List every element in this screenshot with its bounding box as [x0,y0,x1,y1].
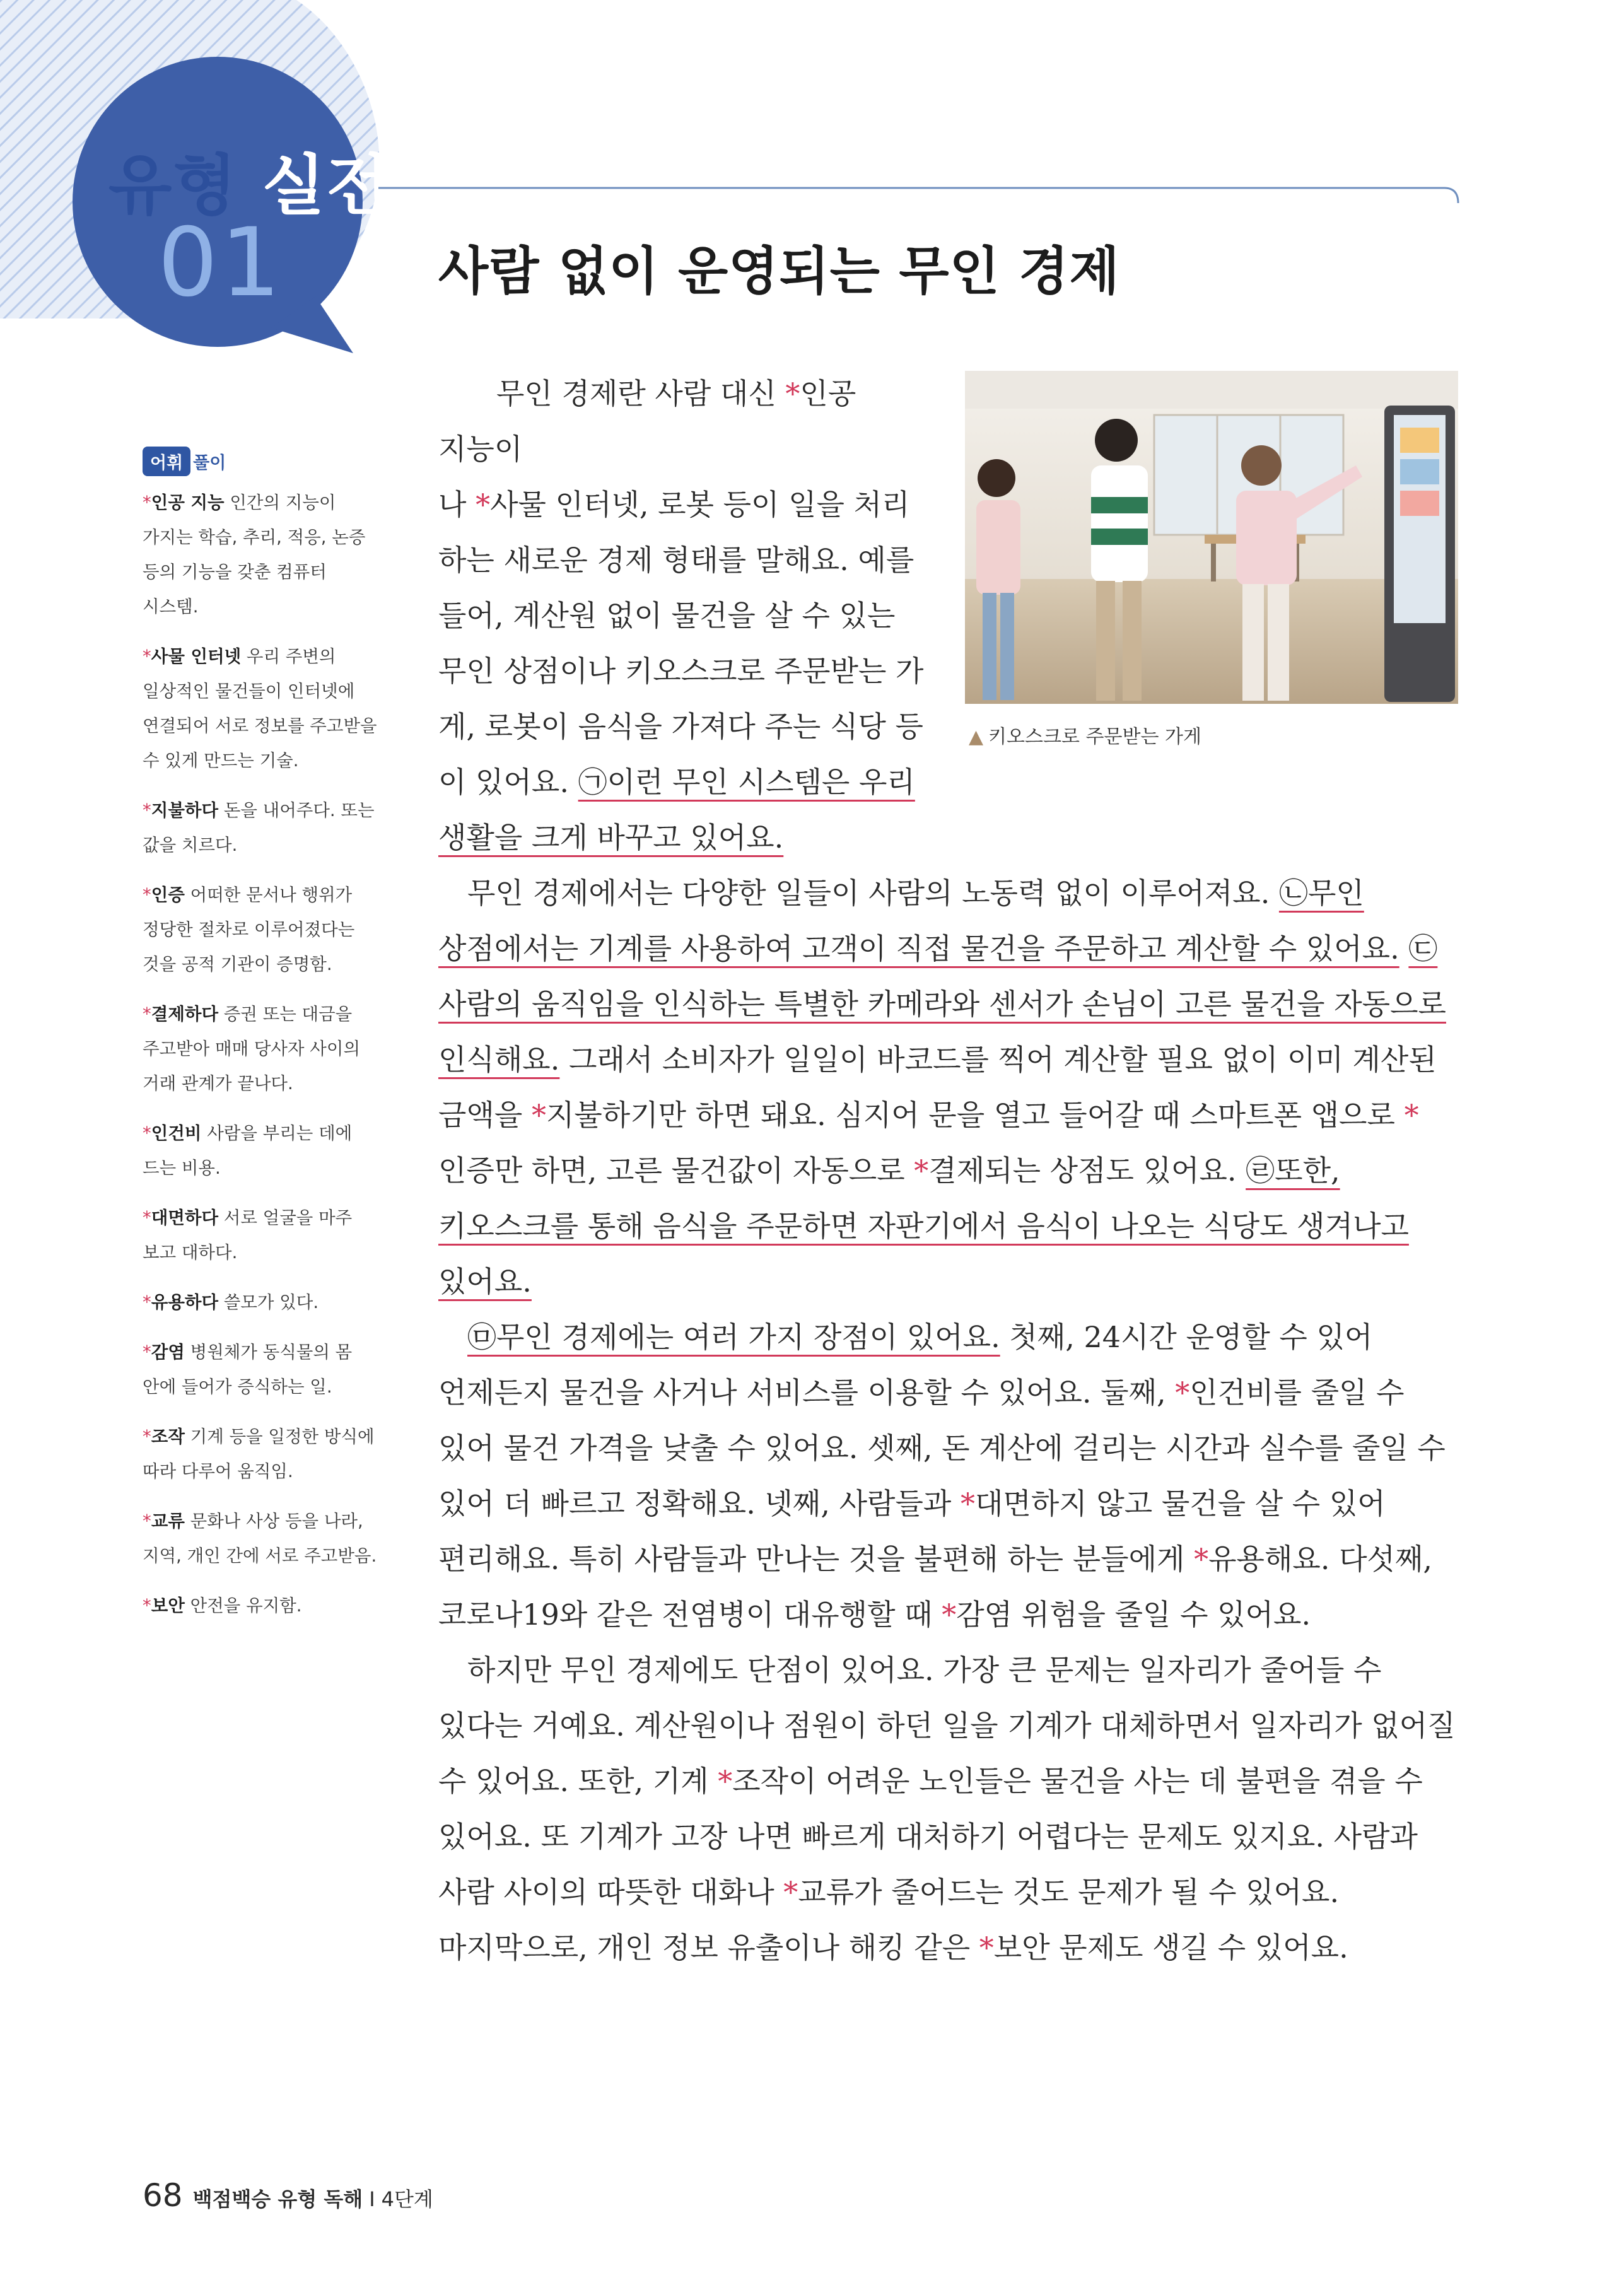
vocab-definition: 인간의 지능이 가지는 학습, 추리, 적응, 논증 등의 기능을 갖춘 컴퓨터 시스템. [143,493,366,617]
asterisk: * [960,1487,975,1521]
asterisk: * [143,1004,151,1024]
vocab-item [143,1201,385,1270]
vocab-item [143,1589,385,1623]
vocab-definition: 문화나 사상 등을 나라, 지역, 개인 간에 서로 주고받음. [143,1511,377,1566]
vocab-item [143,1285,385,1320]
text-run: 보안 문제도 생길 수 있어요. [993,1931,1348,1965]
text-run: 사물 인터넷, 로봇 등이 일을 처리 [490,488,910,522]
paragraph-3 [438,1309,1458,1642]
text-run: 조작이 어려운 노인들은 물건을 사는 데 불편을 겪을 수 있어요. 또 기계가 고장 나면 빠르게 대처하기 어렵다는 문제도 있지요. 사람과 사람 사이의 따뜻한 대화나 [438,1764,1423,1909]
text-line [438,810,930,865]
badge-number: 01 [158,208,283,318]
underlined-sentence: ㉣또한, 키오스크를 통해 음식을 주문하면 자판기에서 음식이 나오는 식당도 생겨나고 있어요. [438,1154,1409,1299]
text-line: 게, 로봇이 음식을 가져다 주는 식당 등 [438,710,923,744]
text-line: 하는 새로운 경제 형태를 말해요. 예를 [438,543,914,577]
vocab-term: 결제하다 [151,1004,219,1024]
vocab-term: 유용하다 [151,1292,219,1312]
underlined-sentence: 생활을 크게 바꾸고 있어요. [438,821,784,855]
asterisk: * [143,1596,151,1616]
page-title: 사람 없이 운영되는 무인 경제 [438,242,1120,301]
vocab-term: 감염 [151,1342,185,1362]
text-run: 교류가 줄어드는 것도 문제가 될 수 있어요. 마지막으로, 개인 정보 유출이나 해킹 같은 [438,1875,1340,1965]
asterisk: * [143,1511,151,1531]
underlined-sentence: ㉢사람의 움직임을 인식하는 특별한 카메라와 센서가 손님이 고른 물건을 자동으로 인식해요. [438,932,1446,1077]
vocab-definition: 서로 얼굴을 마주 보고 대하다. [143,1208,353,1263]
text-run: 인증만 하면, 고른 물건값이 자동으로 [438,1154,914,1188]
vocab-heading [143,447,226,476]
book-title: 백점백승 유형 독해 [192,2187,363,2211]
vocab-term: 조작 [151,1427,185,1447]
vocab-item [143,486,385,624]
intro-paragraph [438,366,930,865]
text-run: 인공 지능이 [438,377,856,466]
asterisk: * [979,1931,994,1965]
badge-label-part2: 실전 [262,147,392,224]
text-run: 첫째, 24시간 운영할 수 있어 언제든지 물건을 사거나 서비스를 이용할 수 있어요. 둘째, [438,1320,1373,1410]
footer-separator: I [369,2187,375,2211]
vocab-term: 인공 지능 [151,493,225,513]
text-run: 무인 경제란 사람 대신 [496,377,786,411]
asterisk: * [143,493,151,513]
vocab-definition: 쓸모가 있다. [223,1292,319,1312]
asterisk: * [143,1342,151,1362]
caption-text: 키오스크로 주문받는 가게 [988,726,1201,748]
vocab-item [143,1116,385,1186]
asterisk: * [785,377,800,411]
footer-step: 4단계 [381,2187,433,2211]
asterisk: * [143,1427,151,1447]
asterisk: * [942,1598,957,1632]
text-line [438,366,930,477]
asterisk: * [143,885,151,905]
text-line [438,754,930,810]
vocab-term: 인증 [151,885,185,905]
asterisk: * [476,488,491,522]
text-run: 지불하기만 하면 돼요. 심지어 문을 열고 들어갈 때 스마트폰 앱으로 [546,1098,1405,1132]
body-text [438,366,1458,1975]
vocab-definition: 어떠한 문서나 행위가 정당한 절차로 이루어졌다는 것을 공적 기관이 증명함. [143,885,355,974]
asterisk: * [143,800,151,821]
vocab-heading-tag: 어휘 [143,447,190,476]
vocab-term: 인건비 [151,1123,202,1143]
text-run: 대면하지 않고 물건을 살 수 있어 편리해요. 특히 사람들과 만나는 것을 불편해 하는 분들에게 [438,1487,1386,1576]
vocab-definition: 병원체가 동식물의 몸 안에 들어가 증식하는 일. [143,1342,353,1397]
vocab-definition: 돈을 내어주다. 또는 값을 치르다. [143,800,375,855]
text-run: 감염 위험을 줄일 수 있어요. [956,1598,1311,1632]
asterisk: * [914,1154,929,1188]
text-run [1399,932,1409,966]
vocab-item [143,1335,385,1405]
triangle-icon: ▲ [969,726,984,748]
text-run: 하지만 무인 경제에도 단점이 있어요. 가장 큰 문제는 일자리가 줄어들 수 있다는 거예요. 계산원이나 점원이 하던 일을 기계가 대체하면서 일자리가 없어질 수 있어요. 또한, 기계 [438,1653,1456,1798]
vocab-definition: 우리 주변의 일상적인 물건들이 인터넷에 연결되어 서로 정보를 주고받을 수 있게 만드는 기술. [143,646,377,771]
header-divider [378,187,1463,206]
asterisk: * [718,1764,733,1798]
underlined-sentence: ㉡무인 상점에서는 기계를 사용하여 고객이 직접 물건을 주문하고 계산할 수 있어요. [438,876,1399,966]
page-number: 68 [143,2177,183,2214]
vocab-definition: 기계 등을 일정한 방식에 따라 다루어 움직임. [143,1427,375,1481]
asterisk: * [143,1292,151,1312]
vocab-definition: 안전을 유지함. [190,1596,302,1616]
vocab-item [143,793,385,863]
text-run: 결제되는 상점도 있어요. [928,1154,1246,1188]
text-run: 이 있어요. [438,765,578,799]
underlined-sentence: ㉠이런 무인 시스템은 우리 [578,765,915,799]
text-run: 나 [438,488,476,522]
underlined-sentence: ㉤무인 경제에는 여러 가지 장점이 있어요. [467,1320,1000,1354]
vocab-term: 사물 인터넷 [151,646,242,667]
vocab-heading-tail: 풀이 [193,453,226,473]
text-run: 무인 경제에서는 다양한 일들이 사람의 노동력 없이 이루어져요. [467,876,1279,910]
badge-label-part1: 유형 [108,147,238,224]
asterisk: * [143,646,151,667]
asterisk: * [783,1875,798,1909]
text-run: 유용해요. 다섯째, 코로나19와 같은 전염병이 대유행할 때 [438,1542,1432,1632]
vocab-item [143,1504,385,1574]
asterisk: * [1194,1542,1209,1576]
text-line [438,477,930,532]
asterisk: * [143,1123,151,1143]
text-line: 무인 상점이나 키오스크로 주문받는 가 [438,654,924,688]
vocab-term: 보안 [151,1596,185,1616]
asterisk: * [1175,1376,1190,1410]
asterisk: * [143,1208,151,1228]
text-line: 들어, 계산원 없이 물건을 살 수 있는 [438,599,896,633]
page-footer [143,2177,433,2214]
vocab-item [143,1420,385,1489]
vocab-list [143,486,385,1639]
vocab-definition: 증권 또는 대금을 주고받아 매매 당사자 사이의 거래 관계가 끝나다. [143,1004,361,1094]
vocab-term: 지불하다 [151,800,219,821]
paragraph-2 [438,865,1458,1309]
vocab-definition: 사람을 부리는 데에 드는 비용. [143,1123,353,1178]
text-run: 그래서 소비자가 일일이 바코드를 찍어 계산할 필요 없이 이미 계산된 금액을 [438,1043,1437,1132]
asterisk: * [531,1098,546,1132]
paragraph-4 [438,1642,1458,1975]
vocab-item [143,997,385,1101]
vocab-item [143,878,385,982]
vocab-term: 교류 [151,1511,185,1531]
text-run: 인건비를 줄일 수 있어 물건 가격을 낮출 수 있어요. 셋째, 돈 계산에 걸리는 시간과 실수를 줄일 수 있어 더 빠르고 정확해요. 넷째, 사람들과 [438,1376,1446,1521]
vocab-item [143,640,385,778]
asterisk: * [1404,1098,1419,1132]
vocab-term: 대면하다 [151,1208,219,1228]
